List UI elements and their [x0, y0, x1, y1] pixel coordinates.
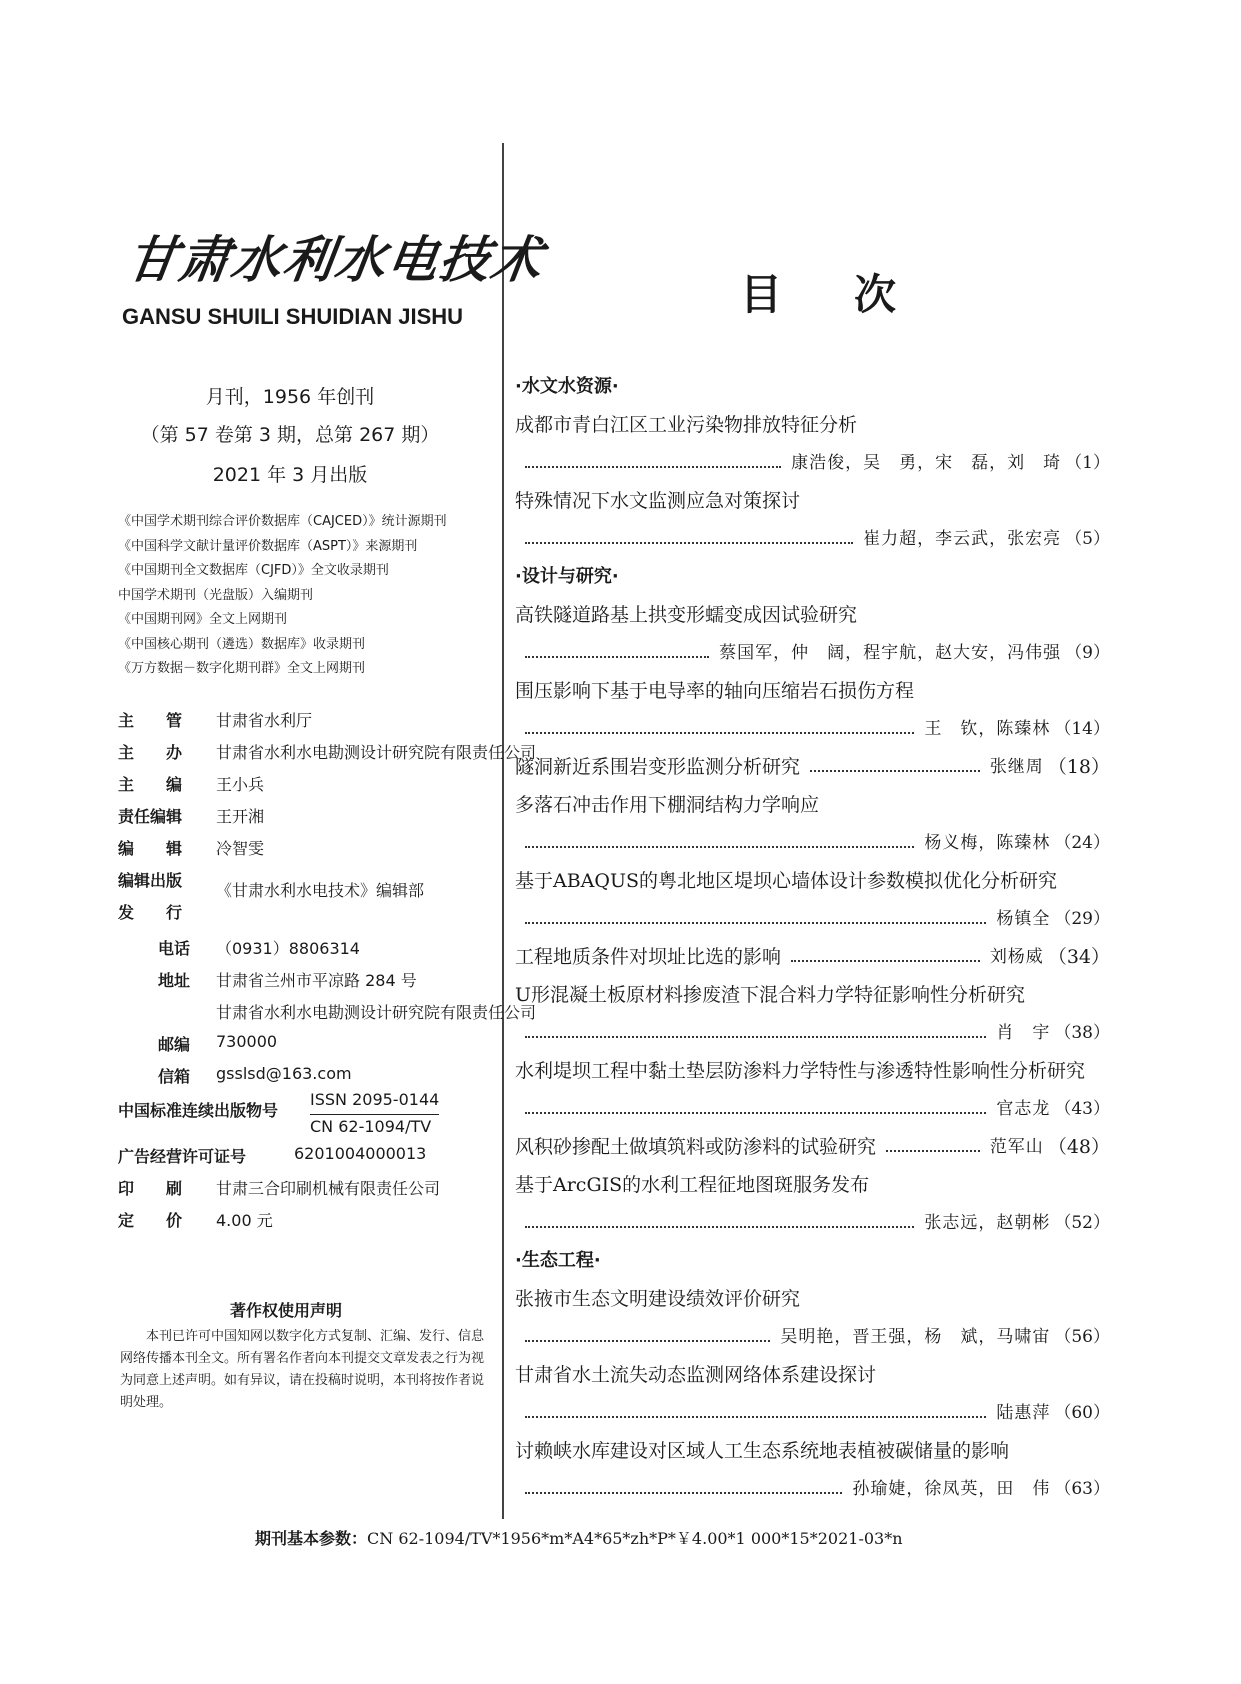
toc-authors-line	[515, 710, 1110, 748]
toc-authors-line	[515, 634, 1110, 672]
leader-dots	[525, 732, 914, 734]
toc-page-number: （1）	[1065, 453, 1110, 473]
indexing-item: 《中国学术期刊综合评价数据库（CAJCED）》统计源期刊	[118, 514, 447, 529]
leader-dots	[525, 466, 781, 468]
toc-authors-line	[515, 444, 1110, 482]
toc-article-title: 风积砂掺配土做填筑料或防渗料的试验研究	[515, 1136, 877, 1158]
toc-section-heading: ·设计与研究·	[515, 566, 619, 587]
info-label: 编辑出版	[118, 871, 183, 890]
toc-authors: 范军山	[989, 1137, 1044, 1157]
info-value: 730000	[216, 1032, 278, 1051]
toc-article-title: 特殊情况下水文监测应急对策探讨	[515, 490, 801, 512]
toc-page-number: （43）	[1054, 1099, 1110, 1119]
toc-authors-line	[515, 1204, 1110, 1242]
toc-article-title: 多落石冲击作用下棚洞结构力学响应	[515, 794, 820, 816]
info-label: 主 办	[118, 743, 183, 762]
info-row	[118, 868, 182, 891]
journal-logo-title: 甘肃水利水电技术	[123, 230, 548, 289]
indexing-item: 《万方数据－数字化期刊群》全文上网期刊	[118, 661, 366, 676]
info-label: 邮编	[158, 1035, 191, 1054]
leader-dots	[810, 770, 980, 772]
toc-authors: 蔡国军，仲 阔，程宇航，赵大安，冯伟强	[719, 643, 1062, 663]
info-value: 王开湘	[216, 807, 265, 826]
frequency-line: 月刊，1956 年创刊	[205, 386, 375, 408]
toc-article-title: 基于ABAQUS的粤北地区堤坝心墙体设计参数模拟优化分析研究	[515, 870, 1058, 892]
toc-authors: 官志龙	[996, 1099, 1051, 1119]
indexing-item: 《中国科学文献计量评价数据库（ASPT）》来源期刊	[118, 538, 418, 554]
leader-dots	[525, 1112, 986, 1114]
info-label: 信箱	[158, 1067, 191, 1086]
info-value: 甘肃省水利厅	[216, 711, 313, 730]
info-row	[118, 900, 182, 923]
info-row	[118, 804, 265, 827]
ad-license-row: 广告经营许可证号 6201004000013	[118, 1144, 427, 1166]
toc-authors: 陆惠萍	[996, 1403, 1051, 1423]
toc-page-number: （5）	[1065, 529, 1110, 549]
toc-authors: 崔力超，李云武，张宏亮	[863, 529, 1062, 549]
indexing-item: 《中国期刊全文数据库（CJFD）》全文收录期刊	[118, 563, 389, 578]
toc-authors-line	[515, 1470, 1110, 1508]
info-value: 甘肃省水利水电勘测设计研究院有限责任公司	[216, 1003, 537, 1022]
toc-page-number: （38）	[1054, 1023, 1110, 1043]
toc-article-entry	[515, 1128, 1110, 1166]
leader-dots	[525, 1036, 986, 1038]
info-label: 主 编	[118, 775, 183, 794]
serial-number-label: 中国标准连续出版物号	[118, 1101, 279, 1120]
leader-dots	[525, 922, 986, 924]
journal-parameters: 期刊基本参数：CN 62-1094/TV*1956*m*A4*65*zh*P*￥4.00*1 000*15*2021-03*n	[255, 1529, 903, 1548]
info-value: 冷智雯	[216, 839, 265, 858]
info-value: 甘肃省水利水电勘测设计研究院有限责任公司	[216, 743, 537, 762]
copyright-title: 著作权使用声明	[230, 1301, 343, 1320]
toc-authors: 张继周	[989, 757, 1044, 777]
toc-article-title: U形混凝土板原材料掺废渣下混合料力学特征影响性分析研究	[515, 984, 1026, 1006]
cn-number: CN 62-1094/TV	[310, 1117, 432, 1136]
journal-pinyin-title: GANSU SHUILI SHUIDIAN JISHU	[122, 304, 464, 329]
info-label: 地址	[158, 971, 191, 990]
toc-page-number: （9）	[1065, 643, 1110, 663]
toc-authors-line	[515, 1090, 1110, 1128]
toc-authors-line	[515, 520, 1110, 558]
toc-article-title: 张掖市生态文明建设绩效评价研究	[515, 1288, 801, 1310]
toc-authors: 康浩俊，吴 勇，宋 磊，刘 琦	[791, 453, 1062, 473]
toc-article-title: 甘肃省水土流失动态监测网络体系建设探讨	[515, 1364, 877, 1386]
info-row	[158, 968, 417, 991]
copyright-body: 本刊已许可中国知网以数字化方式复制、汇编、发行、信息网络传播本刊全文。所有署名作者向本刊提交文章发表之行为视为同意上述声明。如有异议，请在投稿时说明，本刊将按作者说明处理。	[120, 1329, 485, 1410]
toc-page-number: （34）	[1047, 946, 1110, 968]
leader-dots	[525, 542, 853, 544]
info-row	[118, 772, 265, 795]
toc-authors: 刘杨威	[989, 947, 1044, 967]
toc-page-number: （29）	[1054, 909, 1110, 929]
toc-page-number: （48）	[1047, 1136, 1110, 1158]
info-row	[118, 836, 265, 859]
price-row: 定 价 4.00 元	[118, 1211, 273, 1230]
leader-dots	[525, 656, 709, 658]
info-label: 主 管	[118, 711, 183, 730]
info-row	[118, 708, 313, 731]
info-value: （0931）8806314	[216, 939, 360, 958]
info-label: 编 辑	[118, 839, 183, 858]
info-label: 责任编辑	[118, 807, 183, 826]
leader-dots	[791, 960, 980, 962]
toc-authors: 肖 宇	[996, 1023, 1051, 1043]
issn-number: ISSN 2095-0144	[310, 1088, 439, 1115]
toc-authors-line	[515, 1014, 1110, 1052]
toc-authors-line	[515, 1394, 1110, 1432]
toc-page-number: （63）	[1054, 1479, 1110, 1499]
toc-article-title: 成都市青白江区工业污染物排放特征分析	[515, 414, 858, 436]
leader-dots	[525, 1340, 770, 1342]
leader-dots	[886, 1150, 980, 1152]
toc-authors: 张志远，赵朝彬	[924, 1213, 1051, 1233]
toc-article-entry	[515, 938, 1110, 976]
issue-date-line: 2021 年 3 月出版	[212, 464, 368, 486]
toc-authors: 杨镇全	[996, 909, 1051, 929]
info-row	[158, 1064, 352, 1087]
volume-line: （第 57 卷第 3 期，总第 267 期）	[140, 424, 440, 446]
leader-dots	[525, 1416, 986, 1418]
leader-dots	[525, 1226, 914, 1228]
toc-article-title: 工程地质条件对坝址比选的影响	[515, 946, 782, 968]
toc-authors-line	[515, 1318, 1110, 1356]
printer-row: 印 刷 甘肃三合印刷机械有限责任公司	[118, 1179, 441, 1198]
toc-article-title: 围压影响下基于电导率的轴向压缩岩石损伤方程	[515, 680, 915, 702]
toc-authors-line	[515, 900, 1110, 938]
indexing-item: 《中国期刊网》全文上网期刊	[118, 612, 288, 627]
publisher-department: 《甘肃水利水电技术》编辑部	[216, 881, 425, 900]
indexing-item: 中国学术期刊（光盘版）入编期刊	[118, 587, 314, 603]
toc-page-number: （24）	[1054, 833, 1110, 853]
toc-page-number: （60）	[1054, 1403, 1110, 1423]
toc-authors: 杨义梅，陈臻林	[924, 833, 1051, 853]
toc-section-heading: ·生态工程·	[515, 1250, 601, 1271]
indexing-list	[118, 510, 447, 682]
info-label: 发 行	[118, 903, 183, 922]
column-divider	[502, 143, 504, 1519]
toc-article-title: 高铁隧道路基上拱变形蠕变成因试验研究	[515, 604, 858, 626]
table-of-contents	[515, 368, 1110, 1508]
leader-dots	[525, 846, 914, 848]
toc-title: 目次	[740, 270, 969, 319]
leader-dots	[525, 1492, 842, 1494]
toc-article-title: 讨赖峡水库建设对区域人工生态系统地表植被碳储量的影响	[515, 1440, 1010, 1462]
issn-block	[310, 1088, 439, 1139]
toc-article-title: 基于ArcGIS的水利工程征地图斑服务发布	[515, 1174, 870, 1196]
toc-section-heading: ·水文水资源·	[515, 376, 619, 397]
toc-article-entry	[515, 748, 1110, 786]
toc-authors: 吴明艳，晋王强，杨 斌，马啸宙	[780, 1327, 1051, 1347]
info-label: 电话	[158, 939, 191, 958]
toc-page-number: （56）	[1054, 1327, 1110, 1347]
indexing-item: 《中国核心期刊（遴选）数据库》收录期刊	[118, 636, 366, 652]
toc-page-number: （52）	[1054, 1213, 1110, 1233]
toc-authors-line	[515, 824, 1110, 862]
ad-license-number: 6201004000013	[294, 1144, 427, 1163]
toc-page-number: （14）	[1054, 719, 1110, 739]
info-value: 王小兵	[216, 775, 265, 794]
info-value: gsslsd@163.com	[216, 1064, 352, 1083]
toc-article-title: 隧洞新近系围岩变形监测分析研究	[515, 756, 801, 778]
info-row	[158, 936, 360, 959]
info-row	[158, 1032, 278, 1055]
info-value: 甘肃省兰州市平凉路 284 号	[216, 971, 417, 990]
info-row	[118, 740, 537, 763]
toc-article-title: 水利堤坝工程中黏土垫层防渗料力学特性与渗透特性影响性分析研究	[515, 1060, 1086, 1082]
toc-authors: 孙瑜婕，徐凤英，田 伟	[852, 1479, 1051, 1499]
toc-authors: 王 钦，陈臻林	[924, 719, 1051, 739]
toc-page-number: （18）	[1047, 756, 1110, 778]
